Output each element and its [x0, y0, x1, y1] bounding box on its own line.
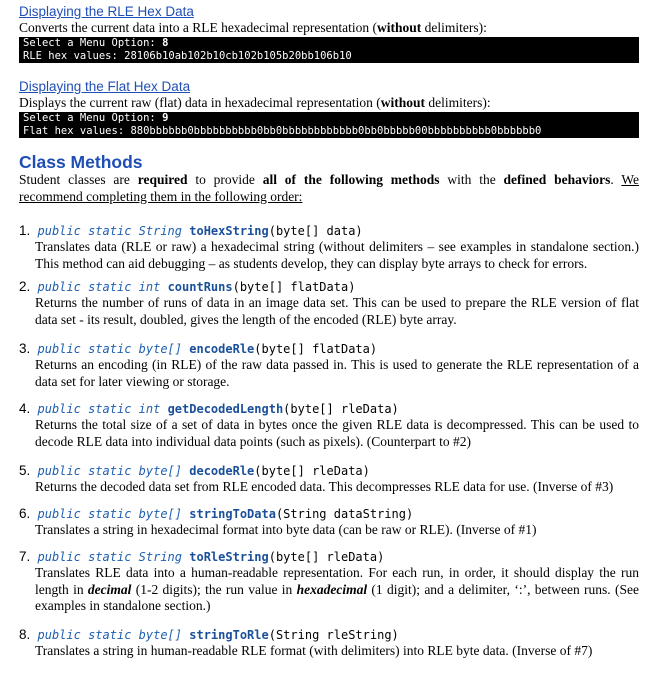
method-description: Returns the number of runs of data in an image data set. This can be used to prepare the RLE version of flat data set - its result, doubled, gives the length of the encoded (RLE) byte array. [35, 295, 639, 327]
method-item [19, 401, 639, 450]
terminal-output: Flat hex values: 880bbbbbb0bbbbbbbbbb0bb0bbbbbbbbbbbb0bb0bbbbb00bbbbbbbbbb0bbbbbb0 [23, 125, 542, 137]
rle-section-title[interactable]: Displaying the RLE Hex Data [19, 4, 194, 19]
method-item [19, 223, 639, 272]
rle-description: Converts the current data into a RLE hexadecimal representation (without delimiters): [19, 20, 487, 35]
method-signature: 5. public static byte[] decodeRle(byte[] rleData) [19, 463, 370, 478]
method-signature: 7. public static String toRleString(byte[] rleData) [19, 549, 385, 564]
method-signature: 6. public static byte[] stringToData(String dataString) [19, 506, 414, 521]
method-description: Returns the total size of a set of data in bytes once the given RLE data is decompressed. This can be used to decode RLE data into individual data points (such as pixels). (Counterpart to #2) [35, 417, 639, 449]
method-description: Translates a string in human-readable RLE format (with delimiters) into RLE byte data. (Inverse of #7) [35, 643, 593, 658]
method-signature: 3. public static byte[] encodeRle(byte[] flatData) [19, 341, 378, 356]
method-item [19, 627, 639, 660]
method-description: Translates RLE data into a human-readable representation. For each run, in order, it should display the run length in decimal (1-2 digits); the run value in hexadecimal (1 digit); and a delimiter, ‘:’, between runs. (See examples in standalone section.) [35, 565, 639, 613]
flat-description: Displays the current raw (flat) data in hexadecimal representation (without delimiters): [19, 95, 491, 110]
method-item [19, 341, 639, 390]
method-description: Returns the decoded data set from RLE encoded data. This decompresses RLE data for use. (Inverse of #3) [35, 479, 614, 494]
method-signature: 4. public static int getDecodedLength(byte[] rleData) [19, 401, 399, 416]
method-item [19, 463, 639, 496]
class-methods-section [19, 152, 639, 205]
class-methods-intro: Student classes are required to provide all of the following methods with the defined behaviors. We recommend completing them in the following order: [19, 172, 639, 204]
method-signature: 2. public static int countRuns(byte[] flatData) [19, 279, 356, 294]
method-item [19, 549, 639, 615]
method-signature: 8. public static byte[] stringToRle(String rleString) [19, 627, 399, 642]
flat-section-title[interactable]: Displaying the Flat Hex Data [19, 79, 191, 94]
method-description: Translates a string in hexadecimal format into byte data (can be raw or RLE). (Inverse of #1) [35, 522, 537, 537]
terminal-output: RLE hex values: 28106b10ab102b10cb102b105b20bb106b10 [23, 50, 352, 62]
flat-section [19, 79, 639, 138]
method-item [19, 279, 639, 328]
method-description: Translates data (RLE or raw) a hexadecimal string (without delimiters – see examples in standalone section.) This method can aid debugging – as students develop, they can display byte arrays to check for errors. [35, 239, 639, 271]
method-description: Returns an encoding (in RLE) of the raw data passed in. This is used to generate the RLE representation of a data set for later viewing or storage. [35, 357, 639, 389]
rle-section [19, 4, 639, 63]
terminal-prompt: Select a Menu Option: 9 [23, 112, 169, 124]
rle-terminal [19, 37, 639, 63]
method-signature: 1. public static String toHexString(byte[] data) [19, 223, 363, 238]
flat-terminal [19, 112, 639, 138]
class-methods-heading: Class Methods [19, 152, 143, 172]
terminal-prompt: Select a Menu Option: 8 [23, 37, 169, 49]
method-item [19, 506, 639, 539]
